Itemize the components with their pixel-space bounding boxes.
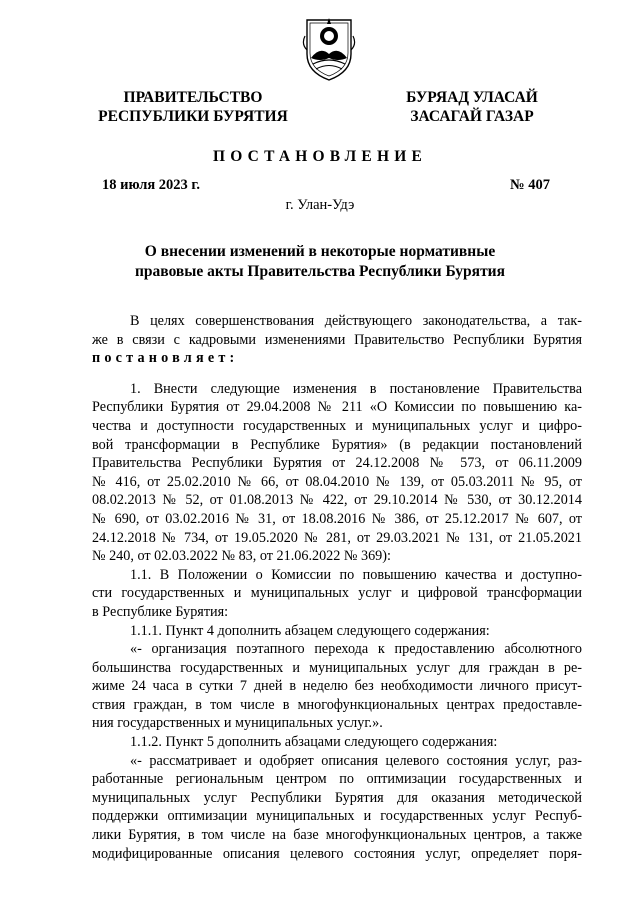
text-line: «- организация поэтапного перехода к предоставлению абсолютного [130,641,582,658]
document-date: 18 июля 2023 г. [102,177,201,193]
issuer-line-1: ПРАВИТЕЛЬСТВО [123,89,263,106]
text-line: модифицированные описания целевого состояния услуг, определяет поря- [92,845,582,862]
text-line: сти государственных и муниципальных услуг и цифровой трансформации [92,585,582,602]
text-line: В целях совершенствования действующего законодательства, а так- [130,313,582,329]
issuer-buryat-line-1: БУРЯАД УЛАСАЙ [406,89,538,106]
text-line: вой трансформации в Республике Бурятия» (в редакции постановлений [92,436,582,453]
quote-2-paragraph [92,752,582,864]
text-line: ния государственных и муниципальных услуг.». [92,715,383,732]
coat-of-arms-emblem [301,14,357,82]
document-type-title: ПОСТАНОВЛЕНИЕ [212,148,428,165]
text-line: муниципальных услуг Республики Бурятия для оказания методической [92,789,582,806]
quote-1-paragraph [92,640,582,733]
text-line: поддержки оптимизации муниципальных и государственных услуг Респуб- [92,808,582,825]
text-line: большинства государственных и муниципальных услуг для граждан в ре- [92,659,582,676]
text-line: 1.1.2. Пункт 5 дополнить абзацами следующего содержания: [130,734,498,751]
text-line: Правительства Республики Бурятия от 24.12.2008 № 573, от 06.11.2009 [92,455,582,472]
item-1-1-2-paragraph [92,733,582,752]
text-line: Республики Бурятия от 29.04.2008 № 211 «О Комиссии по повышению ка- [92,399,582,416]
subject-line-2: правовые акты Правительства Республики Бурятия [135,263,505,280]
issuer-name-russian [88,88,298,126]
text-line: 1. Внести следующие изменения в постановление Правительства [130,380,582,397]
text-line: 1.1.1. Пункт 4 дополнить абзацем следующего содержания: [130,622,490,639]
document-city: г. Улан-Удэ [285,197,355,213]
issuer-name-buryat [392,88,552,126]
text-line: 08.02.2013 № 52, от 01.08.2013 № 422, от 29.10.2014 № 530, от 30.12.2014 [92,492,582,509]
item-1-1-paragraph [92,566,582,622]
text-line: работанные региональным центром по оптимизации государственных и [92,771,582,788]
intro-paragraph [92,312,582,368]
text-line: жиме 24 часа в сутки 7 дней в неделю без необходимости личного присут- [92,678,582,695]
resolution-word: постановляет: [92,350,239,367]
text-line: № 240, от 02.03.2022 № 83, от 21.06.2022 № 369): [92,548,391,565]
text-line: 24.12.2018 № 734, от 19.05.2020 № 281, от 29.03.2021 № 131, от 21.05.2021 [92,529,582,546]
text-line: 1.1. В Положении о Комиссии по повышению качества и доступно- [130,566,582,583]
subject-line-1: О внесении изменений в некоторые нормативные [144,243,496,260]
issuer-line-2: РЕСПУБЛИКИ БУРЯТИЯ [98,108,288,125]
text-line: ствия граждан, в том числе в многофункциональных центрах предоставле- [92,696,582,713]
text-line: № 690, от 03.02.2016 № 31, от 18.08.2016 № 386, от 25.12.2017 № 607, от [92,510,582,527]
document-body [92,312,582,863]
text-line: чества и доступности государственных и муниципальных услуг и цифро- [92,417,582,434]
text-line: «- рассматривает и одобряет описания целевого состояния услуг, раз- [130,752,582,769]
text-line: лики Бурятия, в том числе на базе многофункциональных центров, а также [92,827,582,844]
document-subject [120,242,520,282]
item-1-1-1-paragraph [92,622,582,641]
issuer-buryat-line-2: ЗАСАГАЙ ГАЗАР [410,108,534,125]
item-1-paragraph [92,380,582,566]
document-number: № 407 [510,177,550,193]
text-line: в Республике Бурятия: [92,603,229,620]
text-line: № 416, от 25.02.2010 № 66, от 08.04.2010 № 139, от 05.03.2011 № 95, от [92,473,582,490]
text-line: же в связи с кадровыми изменениями Правительство Республики Бурятия [92,331,582,348]
